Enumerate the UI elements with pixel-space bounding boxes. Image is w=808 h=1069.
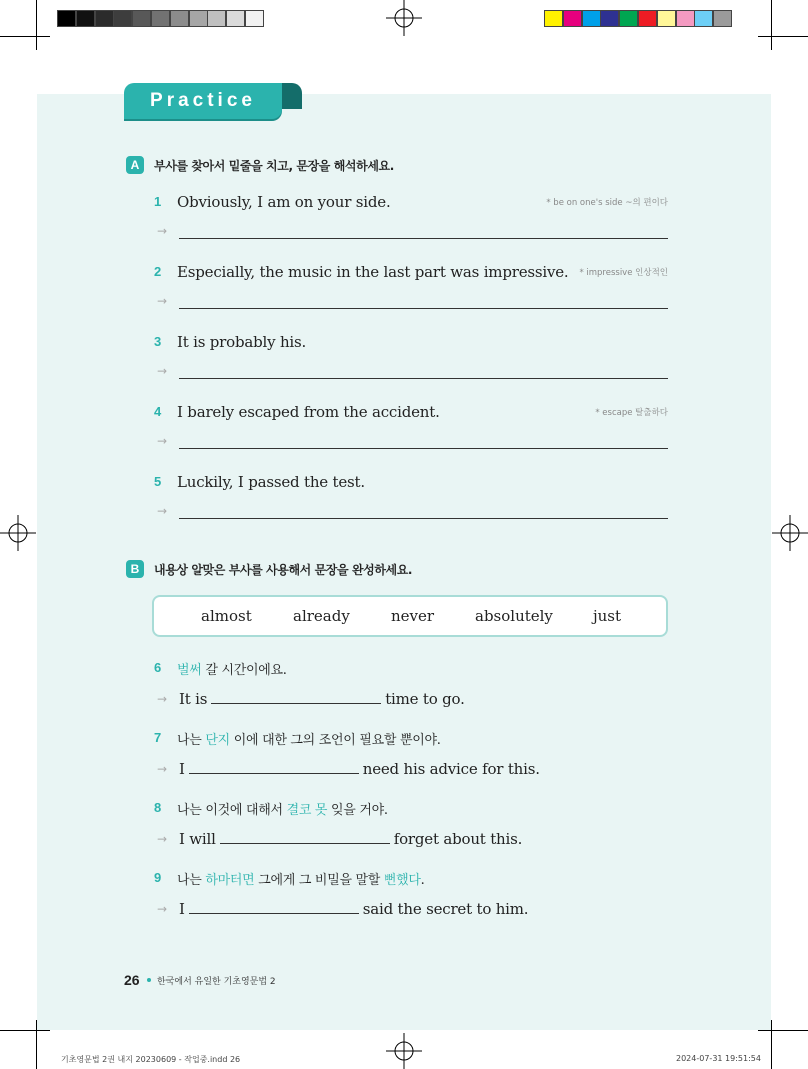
page-number: 26 — [124, 972, 140, 988]
word-bank-item: absolutely — [475, 607, 553, 625]
practice-header — [124, 83, 302, 121]
blank-answer-line[interactable] — [189, 773, 359, 774]
color-swatch — [638, 10, 657, 27]
crop-mark — [771, 0, 772, 50]
gray-swatch — [95, 10, 114, 27]
crop-mark — [758, 36, 808, 37]
fill-in-sentence — [179, 900, 528, 918]
arrow-icon: → — [157, 692, 168, 706]
slug-timestamp: 2024-07-31 19:51:54 — [676, 1054, 761, 1063]
color-swatch — [657, 10, 676, 27]
korean-prompt — [177, 869, 425, 888]
gray-swatch — [226, 10, 245, 27]
prompt-text: 그에게 그 비밀을 말할 — [254, 873, 384, 888]
sentence-suffix: time to go. — [385, 690, 465, 708]
gray-swatch — [170, 10, 189, 27]
registration-mark-icon — [386, 0, 422, 36]
question-number: 4 — [154, 404, 162, 419]
gray-swatch — [245, 10, 264, 27]
fill-in-sentence — [179, 760, 540, 778]
sentence-suffix: need his advice for this. — [362, 760, 540, 778]
question-sentence: Especially, the music in the last part was impressive. — [177, 263, 569, 281]
gray-swatch — [132, 10, 151, 27]
prompt-text: 나는 이것에 대해서 — [177, 803, 287, 818]
gray-swatch — [76, 10, 95, 27]
question-sentence: Luckily, I passed the test. — [177, 473, 365, 491]
sentence-prefix: It is — [179, 690, 208, 708]
answer-line[interactable] — [179, 308, 668, 309]
prompt-text: . — [420, 873, 425, 888]
word-bank-item: just — [593, 607, 622, 625]
gray-swatch — [151, 10, 170, 27]
prompt-text: 갈 시간이에요. — [201, 663, 287, 678]
answer-line[interactable] — [179, 518, 668, 519]
slug-file-info: 기초영문법 2권 내지 20230609 - 작업중.indd 26 — [61, 1055, 241, 1064]
gray-swatch — [207, 10, 226, 27]
fill-in-sentence — [179, 830, 522, 848]
sentence-suffix: forget about this. — [393, 830, 523, 848]
color-swatch — [600, 10, 619, 27]
prompt-text: 나는 — [177, 733, 206, 748]
crop-mark — [0, 36, 50, 37]
gray-swatch — [113, 10, 132, 27]
color-swatch — [563, 10, 582, 27]
question-sentence: Obviously, I am on your side. — [177, 193, 391, 211]
question-number: 7 — [154, 730, 162, 745]
question-number: 8 — [154, 800, 162, 815]
arrow-icon: → — [157, 434, 168, 448]
word-bank-item: never — [391, 607, 435, 625]
sentence-prefix: I will — [179, 830, 216, 848]
gray-swatch — [189, 10, 208, 27]
registration-mark-icon — [386, 1033, 422, 1069]
answer-line[interactable] — [179, 238, 668, 239]
color-swatch — [676, 10, 695, 27]
book-title: 한국에서 유일한 기초영문법 2 — [157, 977, 276, 987]
blank-answer-line[interactable] — [211, 703, 381, 704]
color-swatch — [694, 10, 713, 27]
arrow-icon: → — [157, 504, 168, 518]
highlighted-adverb: 단지 — [205, 733, 230, 748]
arrow-icon: → — [157, 762, 168, 776]
word-bank — [152, 595, 668, 637]
crop-mark — [771, 1020, 772, 1069]
blank-answer-line[interactable] — [220, 843, 390, 844]
arrow-icon: → — [157, 224, 168, 238]
vocab-note: * be on one's side ~의 편이다 — [546, 198, 668, 208]
word-bank-item: already — [293, 607, 350, 625]
highlighted-adverb: 뻔했다 — [383, 873, 421, 888]
fill-in-sentence — [179, 690, 465, 708]
section-a-instruction: 부사를 찾아서 밑줄을 치고, 문장을 해석하세요. — [154, 159, 394, 173]
blank-answer-line[interactable] — [189, 913, 359, 914]
footer-bullet — [147, 978, 151, 982]
color-swatch — [713, 10, 732, 27]
question-number: 9 — [154, 870, 162, 885]
arrow-icon: → — [157, 902, 168, 916]
sentence-prefix: I — [179, 900, 185, 918]
crop-mark — [36, 0, 37, 50]
prompt-text: 이에 대한 그의 조언이 필요할 뿐이야. — [229, 733, 441, 748]
section-a-badge: A — [126, 156, 144, 174]
arrow-icon: → — [157, 364, 168, 378]
section-b-instruction: 내용상 알맞은 부사를 사용해서 문장을 완성하세요. — [154, 563, 413, 577]
highlighted-adverb: 벌써 — [177, 663, 202, 678]
question-sentence: I barely escaped from the accident. — [177, 403, 440, 421]
question-number: 2 — [154, 264, 162, 279]
highlighted-adverb: 하마터면 — [205, 873, 255, 888]
korean-prompt — [177, 659, 287, 678]
sentence-suffix: said the secret to him. — [362, 900, 529, 918]
korean-prompt — [177, 729, 441, 748]
sentence-prefix: I — [179, 760, 185, 778]
color-swatch — [582, 10, 601, 27]
registration-mark-icon — [772, 515, 808, 551]
question-number: 1 — [154, 194, 162, 209]
answer-line[interactable] — [179, 448, 668, 449]
color-swatch — [619, 10, 638, 27]
color-swatch — [544, 10, 563, 27]
registration-mark-icon — [0, 515, 36, 551]
practice-label: Practice — [124, 83, 282, 119]
question-number: 6 — [154, 660, 162, 675]
section-b-badge: B — [126, 560, 144, 578]
arrow-icon: → — [157, 832, 168, 846]
arrow-icon: → — [157, 294, 168, 308]
question-number: 5 — [154, 474, 162, 489]
gray-swatch — [57, 10, 76, 27]
crop-mark — [0, 1030, 50, 1031]
answer-line[interactable] — [179, 378, 668, 379]
prompt-text: 잊을 거야. — [327, 803, 388, 818]
word-bank-item: almost — [201, 607, 252, 625]
vocab-note: * impressive 인상적인 — [579, 268, 668, 278]
highlighted-adverb: 결코 못 — [286, 803, 328, 818]
vocab-note: * escape 탈출하다 — [595, 408, 668, 418]
question-number: 3 — [154, 334, 162, 349]
prompt-text: 나는 — [177, 873, 206, 888]
korean-prompt — [177, 799, 388, 818]
crop-mark — [758, 1030, 808, 1031]
question-sentence: It is probably his. — [177, 333, 307, 351]
